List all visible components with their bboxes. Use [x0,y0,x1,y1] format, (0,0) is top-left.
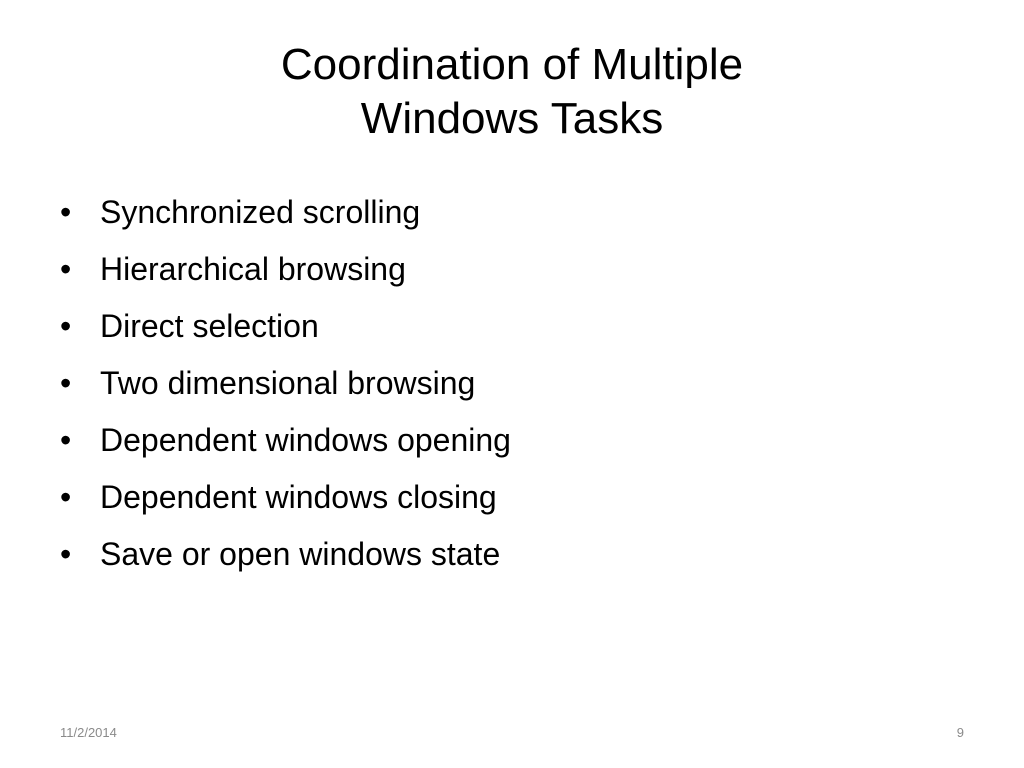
bullet-text: Save or open windows state [100,536,501,572]
bullet-icon: • [60,194,72,230]
bullet-icon: • [60,308,72,344]
slide-title-line-2: Windows Tasks [360,94,664,143]
bullet-icon: • [60,536,72,572]
bullet-item [60,469,511,526]
bullet-text: Dependent windows opening [100,422,511,458]
bullet-item [60,526,511,583]
bullet-text: Dependent windows closing [100,479,497,515]
bullet-icon: • [60,251,72,287]
bullet-item [60,298,511,355]
page-number: 9 [956,725,964,740]
slide-title-line-1: Coordination of Multiple [280,40,744,89]
bullet-icon: • [60,422,72,458]
bullet-icon: • [60,479,72,515]
bullet-item [60,241,511,298]
bullet-text: Two dimensional browsing [100,365,476,401]
footer-date: 11/2/2014 [60,725,117,740]
slide-title [0,38,1024,146]
bullet-text: Direct selection [100,308,319,344]
bullet-item [60,412,511,469]
bullet-text: Hierarchical browsing [100,251,406,287]
bullet-item [60,355,511,412]
bullet-icon: • [60,365,72,401]
bullet-item [60,184,511,241]
bullet-text: Synchronized scrolling [100,194,421,230]
bullet-list [60,184,511,583]
